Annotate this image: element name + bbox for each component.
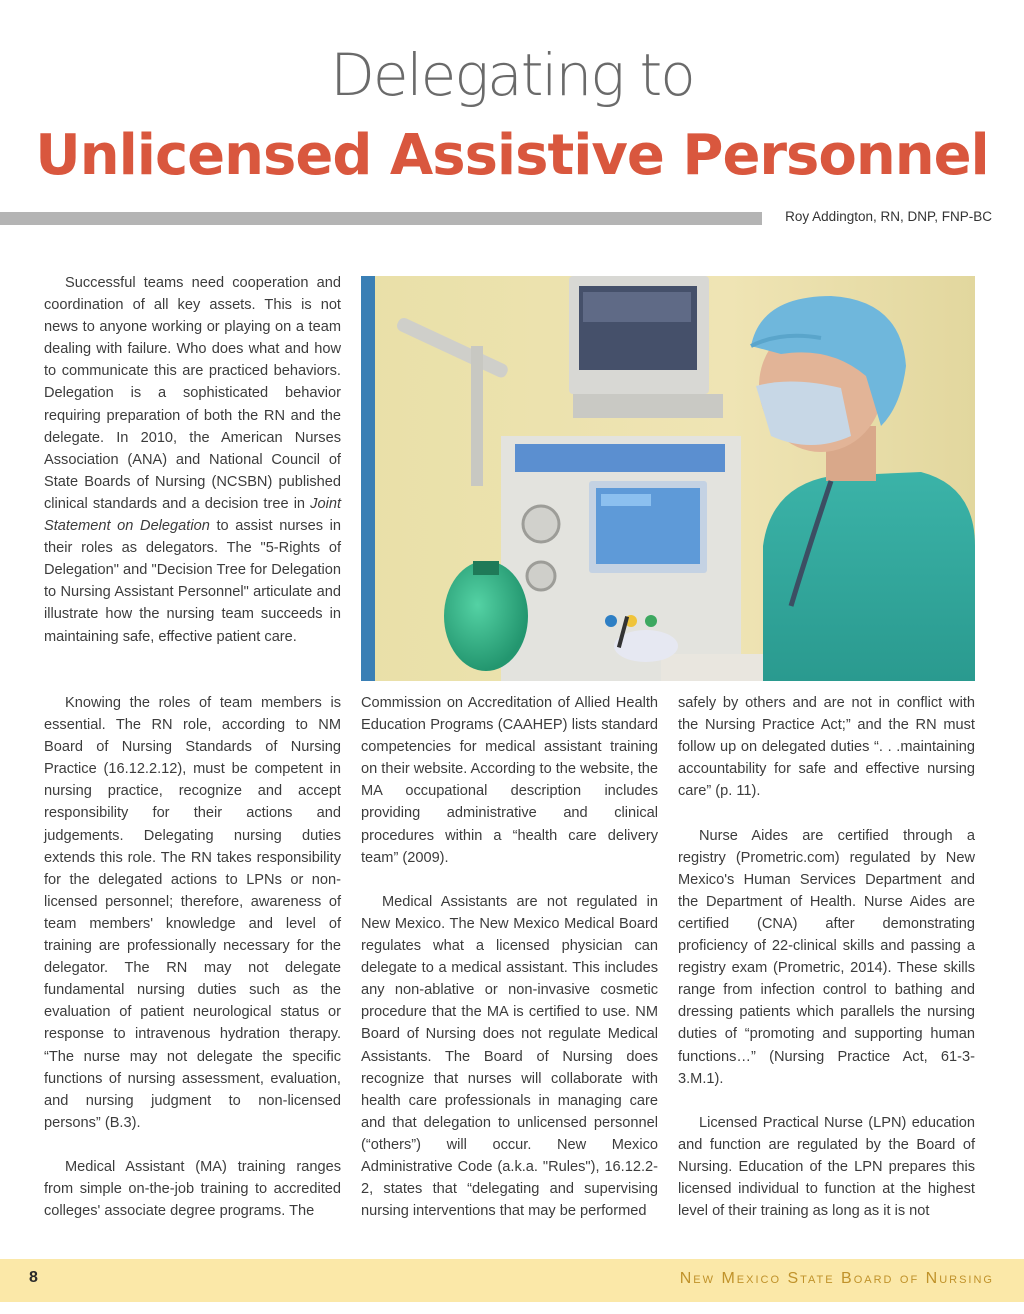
- paragraph-ma-regulation: Medical Assistants are not regulated in New Mexico. The New Mexico Medical Board regulates what a licensed physician can delegate to a medical assistant. This includes any non-ablative or non-invasive cosmetic procedure that the MA is certified to use. NM Board of Nursing does not regulate Medical Assistants. The Board of Nursing does recognize that nurses will collaborate with health care professionals in managing care and that delegation to unlicensed personnel (“others”) will occur. New Mexico Administrative Code (a.k.a. "Rules"), 16.12.2-2, states that “delegating and supervising nursing interventions that may be performed: [361, 893, 658, 1220]
- title-line-2: Unlicensed Assistive Personnel: [35, 123, 989, 188]
- title-rule: [0, 212, 762, 225]
- column-1: [44, 692, 341, 1222]
- publication-name: New Mexico State Board of Nursing: [679, 1270, 994, 1287]
- nurse-in-operating-room-photo: [361, 276, 975, 681]
- paragraph-ma-training: Medical Assistant (MA) training ranges from simple on-the-job training to accredited colleges' associate degree programs. The: [44, 1158, 341, 1220]
- column-3: [678, 692, 975, 1222]
- page-number: 8: [29, 1269, 38, 1286]
- paragraph-nurse-aides: Nurse Aides are certified through a registry (Prometric.com) regulated by New Mexico's Human Services Department and the Department of Health. Nurse Aides are certified (CNA) after demonstrating proficiency of 22-clinical skills and passing a registry exam (Prometric, 2014). These skills range from infection control to bathing and dressing patients which parallels the nursing duties of “promoting and supporting human functions…” (Nursing Practice Act, 61-3-3.M.1).: [678, 827, 975, 1087]
- joint-statement-title: Joint Statement on Delegation: [44, 495, 341, 535]
- page-footer: [0, 1259, 1024, 1302]
- paragraph-lpn: Licensed Practical Nurse (LPN) education and function are regulated by the Board of Nursing. Education of the LPN prepares this licensed individual to function at the highest level of their training as long as it is not: [678, 1114, 975, 1220]
- intro-column: [44, 272, 341, 648]
- paragraph-roles: Knowing the roles of team members is essential. The RN role, according to NM Board of Nursing Standards of Nursing Practice (16.12.2.12), must be competent in nursing practice, recognize and accept responsibility for their actions and judgements. Delegating nursing duties extends this role. The RN takes responsibility for the delegated actions to LPNs or non-licensed personnel; therefore, awareness of team members' knowledge and level of training are professionally necessary for the delegator. The RN may not delegate fundamental nursing duties such as the evaluation of patient neurological status or response to intravenous hydration therapy. “The nurse may not delegate the specific functions of nursing assessment, evaluation, and nursing judgment to non-licensed persons” (B.3).: [44, 695, 341, 1131]
- author-byline: Roy Addington, RN, DNP, FNP-BC: [785, 209, 992, 224]
- title-line-1: Delegating to: [330, 41, 694, 109]
- intro-paragraph: Successful teams need cooperation and coordination of all key assets. This is not news to anyone working or playing on a team dealing with failure. Who does what and how to communicate this are practiced behaviors. Delegation is a sophisticated behavior requiring preparation of both the RN and the delegate. In 2010, the American Nurses Association (ANA) and National Council of State Boards of Nursing (NCSBN) published clinical standards and a decision tree in Joint Statement on Delegation to assist nurses in their roles as delegators. The "5-Rights of Delegation" and "Decision Tree for Delegation to Nursing Assistant Personnel" articulate and illustrate how the nursing team succeeds in maintaining safe, effective patient care.: [44, 275, 342, 645]
- paragraph-delegated-duties: safely by others and are not in conflict with the Nursing Practice Act;” and the RN must follow up on delegated duties “. . .maintaining accountability for safe and effective nursing care” (p. 11).: [678, 695, 975, 800]
- paragraph-caahep: Commission on Accreditation of Allied Health Education Programs (CAAHEP) lists standard competencies for medical assistant training on their website. According to the website, the MA occupational description includes providing administrative and clinical procedures within a “health care delivery team” (2009).: [361, 695, 658, 866]
- column-2: [361, 692, 658, 1222]
